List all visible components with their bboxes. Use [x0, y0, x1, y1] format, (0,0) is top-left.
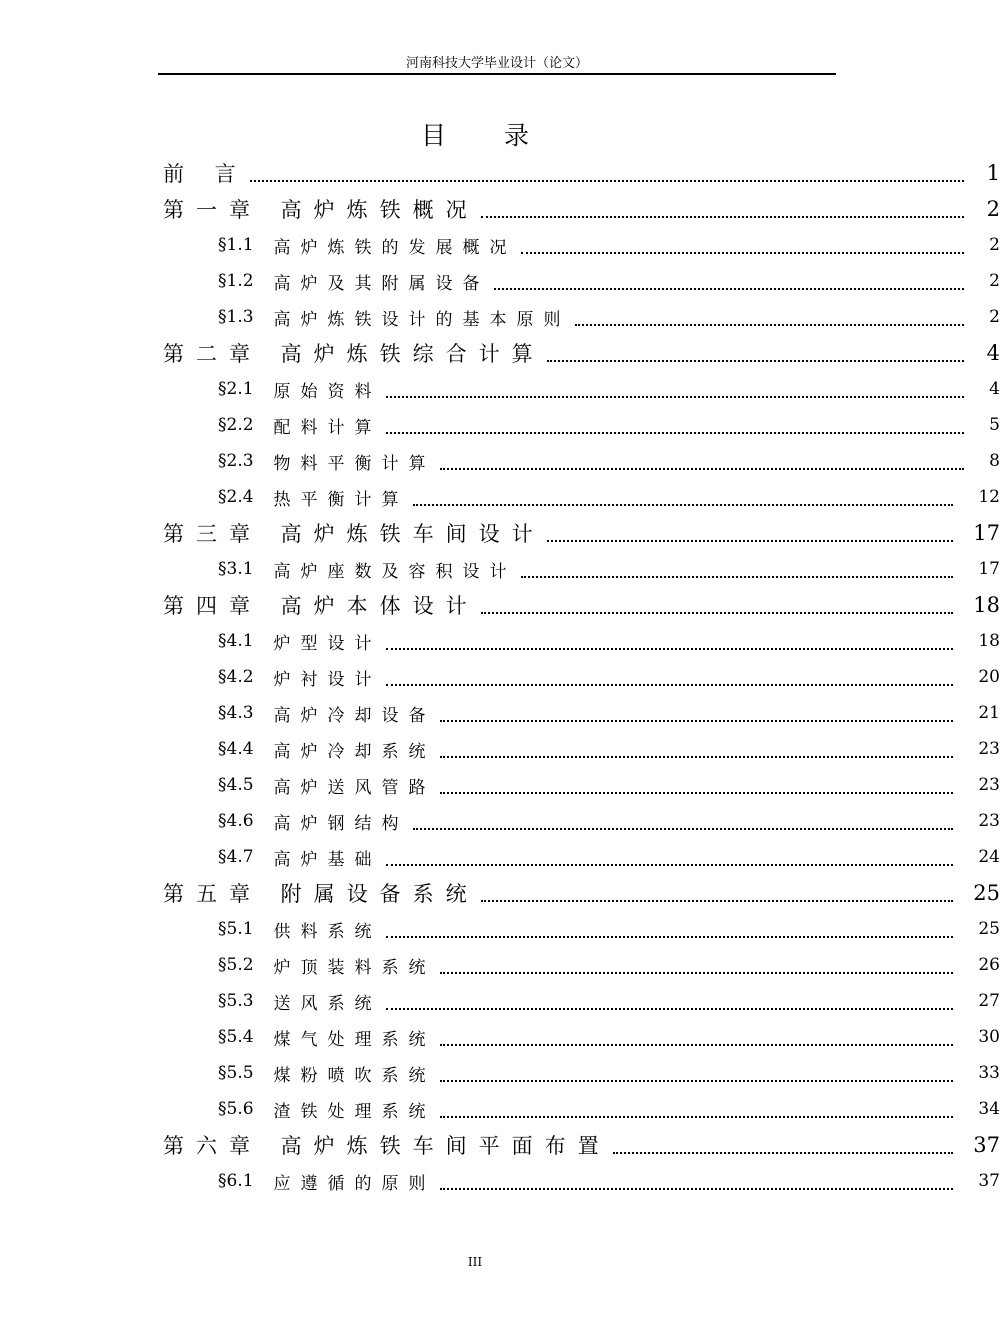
dot-leader	[440, 1188, 953, 1190]
entry-page-number: 24	[978, 847, 1000, 867]
toc-chapter-entry[interactable]	[0, 587, 1000, 623]
section-number: §5.6	[218, 1099, 254, 1119]
toc-section-entry[interactable]	[0, 803, 1000, 839]
entry-page-number: 23	[978, 739, 1000, 759]
entry-page-number: 26	[978, 955, 1000, 975]
entry-page-number: 5	[989, 415, 1000, 435]
page-number: III	[467, 1255, 483, 1269]
dot-leader	[494, 288, 964, 290]
toc-section-entry[interactable]	[0, 695, 1000, 731]
entry-title: 送风系统	[273, 993, 382, 1014]
entry-page-number: 30	[978, 1027, 1000, 1047]
section-number: §5.5	[218, 1063, 254, 1083]
section-number: §4.3	[218, 703, 254, 723]
entry-title: 高炉送风管路	[273, 777, 436, 798]
entry-title: 高炉炼铁设计的基本原则	[273, 309, 571, 330]
entry-title: 配料计算	[273, 417, 382, 438]
entry-title: 第五章 附属设备系统	[163, 882, 479, 906]
dot-leader	[413, 504, 953, 506]
entry-page-number: 27	[978, 991, 1000, 1011]
dot-leader	[440, 1044, 953, 1046]
toc-section-entry[interactable]	[0, 1055, 1000, 1091]
dot-leader	[440, 720, 953, 722]
section-number: §4.1	[218, 631, 254, 651]
toc-section-entry[interactable]	[0, 947, 1000, 983]
section-number: §5.3	[218, 991, 254, 1011]
page-header: 河南科技大学毕业设计（论文）	[405, 56, 588, 71]
dot-leader	[440, 1116, 953, 1118]
toc-section-entry[interactable]	[0, 371, 1000, 407]
dot-leader	[481, 216, 964, 218]
section-number: §2.2	[218, 415, 254, 435]
dot-leader	[547, 360, 964, 362]
section-number: §1.2	[218, 271, 254, 291]
entry-page-number: 23	[978, 775, 1000, 795]
dot-leader	[386, 432, 964, 434]
entry-page-number: 2	[989, 271, 1000, 291]
entry-page-number: 20	[978, 667, 1000, 687]
section-number: §2.1	[218, 379, 254, 399]
entry-title: 第六章 高炉炼铁车间平面布置	[163, 1134, 611, 1158]
dot-leader	[547, 540, 953, 542]
table-of-contents	[0, 155, 1000, 1199]
dot-leader	[440, 972, 953, 974]
entry-title: 第二章 高炉炼铁综合计算	[163, 342, 545, 366]
toc-section-entry[interactable]	[0, 731, 1000, 767]
section-number: §1.1	[218, 235, 254, 255]
entry-title: 原始资料	[273, 381, 382, 402]
toc-section-entry[interactable]	[0, 1019, 1000, 1055]
dot-leader	[386, 1008, 953, 1010]
entry-page-number: 18	[973, 593, 1000, 617]
entry-title: 煤粉喷吹系统	[273, 1065, 436, 1086]
section-number: §4.6	[218, 811, 254, 831]
toc-section-entry[interactable]	[0, 767, 1000, 803]
dot-leader	[386, 864, 953, 866]
section-number: §5.4	[218, 1027, 254, 1047]
entry-page-number: 1	[986, 161, 1000, 185]
toc-title: 目 录	[421, 121, 554, 150]
entry-title: 第四章 高炉本体设计	[163, 594, 479, 618]
toc-section-entry[interactable]	[0, 911, 1000, 947]
entry-page-number: 37	[973, 1133, 1000, 1157]
dot-leader	[250, 180, 964, 182]
entry-title: 第一章 高炉炼铁概况	[163, 198, 479, 222]
entry-title: 应遵循的原则	[273, 1173, 436, 1194]
toc-section-entry[interactable]	[0, 299, 1000, 335]
entry-page-number: 33	[978, 1063, 1000, 1083]
entry-page-number: 25	[973, 881, 1000, 905]
toc-section-entry[interactable]	[0, 551, 1000, 587]
entry-page-number: 2	[989, 307, 1000, 327]
dot-leader	[386, 396, 964, 398]
entry-title: 炉衬设计	[273, 669, 382, 690]
entry-page-number: 37	[978, 1171, 1000, 1191]
toc-section-entry[interactable]	[0, 227, 1000, 263]
entry-page-number: 4	[989, 379, 1000, 399]
dot-leader	[386, 936, 953, 938]
section-number: §6.1	[218, 1171, 254, 1191]
entry-title: 炉顶装料系统	[273, 957, 436, 978]
dot-leader	[386, 684, 953, 686]
section-number: §3.1	[218, 559, 254, 579]
dot-leader	[413, 828, 953, 830]
section-number: §1.3	[218, 307, 254, 327]
toc-chapter-entry[interactable]	[0, 1127, 1000, 1163]
entry-title: 高炉钢结构	[273, 813, 409, 834]
section-number: §5.2	[218, 955, 254, 975]
section-number: §2.3	[218, 451, 254, 471]
entry-title: 物料平衡计算	[273, 453, 436, 474]
entry-title: 供料系统	[273, 921, 382, 942]
toc-section-entry[interactable]	[0, 1163, 1000, 1199]
toc-chapter-entry[interactable]	[0, 335, 1000, 371]
dot-leader	[613, 1152, 953, 1154]
toc-section-entry[interactable]	[0, 407, 1000, 443]
toc-chapter-entry[interactable]	[0, 515, 1000, 551]
entry-title: 高炉座数及容积设计	[273, 561, 517, 582]
entry-page-number: 17	[973, 521, 1000, 545]
dot-leader	[440, 756, 953, 758]
entry-page-number: 4	[986, 341, 1000, 365]
entry-title: 渣铁处理系统	[273, 1101, 436, 1122]
entry-title: 热平衡计算	[273, 489, 409, 510]
section-number: §4.7	[218, 847, 254, 867]
entry-page-number: 2	[989, 235, 1000, 255]
entry-page-number: 25	[978, 919, 1000, 939]
dot-leader	[440, 1080, 953, 1082]
toc-chapter-entry[interactable]	[0, 191, 1000, 227]
toc-section-entry[interactable]	[0, 983, 1000, 1019]
entry-title: 高炉及其附属设备	[273, 273, 490, 294]
dot-leader	[575, 324, 964, 326]
toc-section-entry[interactable]	[0, 263, 1000, 299]
entry-title: 第三章 高炉炼铁车间设计	[163, 522, 545, 546]
toc-section-entry[interactable]	[0, 479, 1000, 515]
entry-page-number: 23	[978, 811, 1000, 831]
entry-page-number: 18	[978, 631, 1000, 651]
section-number: §4.5	[218, 775, 254, 795]
dot-leader	[481, 612, 953, 614]
entry-title: 高炉基础	[273, 849, 382, 870]
dot-leader	[521, 252, 964, 254]
toc-section-entry[interactable]	[0, 1091, 1000, 1127]
toc-section-entry[interactable]	[0, 839, 1000, 875]
dot-leader	[440, 468, 964, 470]
entry-page-number: 34	[978, 1099, 1000, 1119]
entry-page-number: 8	[989, 451, 1000, 471]
toc-section-entry[interactable]	[0, 659, 1000, 695]
dot-leader	[440, 792, 953, 794]
toc-section-entry[interactable]	[0, 623, 1000, 659]
entry-title: 高炉冷却系统	[273, 741, 436, 762]
dot-leader	[481, 900, 953, 902]
dot-leader	[386, 648, 953, 650]
header-rule	[158, 73, 836, 75]
entry-page-number: 2	[986, 197, 1000, 221]
entry-title: 高炉冷却设备	[273, 705, 436, 726]
entry-title: 高炉炼铁的发展概况	[273, 237, 517, 258]
dot-leader	[521, 576, 953, 578]
toc-chapter-entry[interactable]	[0, 155, 1000, 191]
toc-section-entry[interactable]	[0, 443, 1000, 479]
section-number: §2.4	[218, 487, 254, 507]
entry-page-number: 17	[978, 559, 1000, 579]
section-number: §4.4	[218, 739, 254, 759]
section-number: §4.2	[218, 667, 254, 687]
section-number: §5.1	[218, 919, 254, 939]
toc-chapter-entry[interactable]	[0, 875, 1000, 911]
entry-title: 煤气处理系统	[273, 1029, 436, 1050]
entry-page-number: 12	[978, 487, 1000, 507]
entry-title: 前 言	[163, 162, 248, 186]
entry-title: 炉型设计	[273, 633, 382, 654]
entry-page-number: 21	[978, 703, 1000, 723]
